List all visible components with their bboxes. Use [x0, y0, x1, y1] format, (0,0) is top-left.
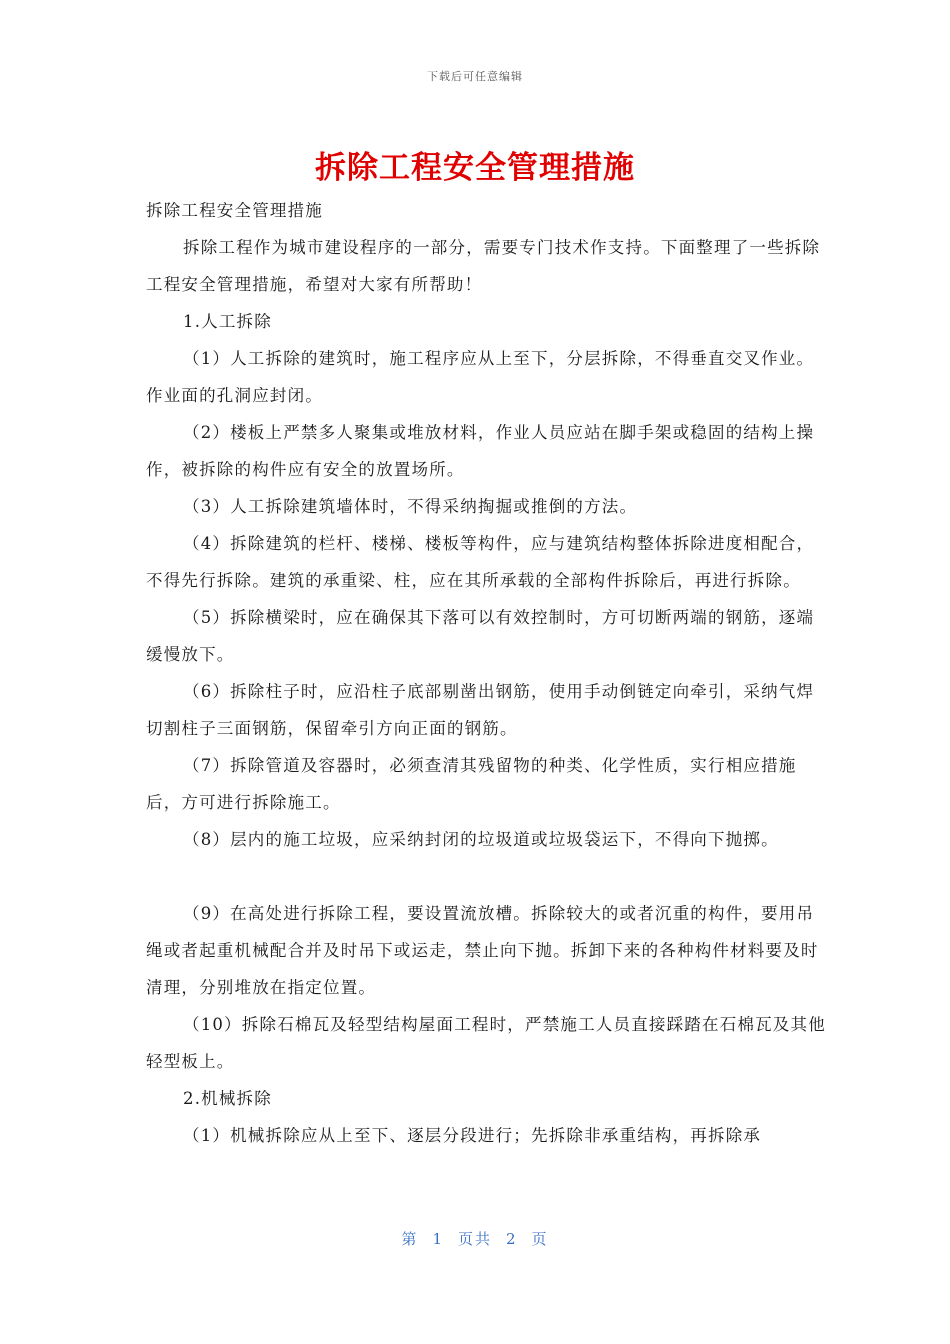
page-footer — [0, 1228, 950, 1249]
section-heading-manual: 1.人工拆除 — [183, 312, 272, 331]
manual-item-6: （6）拆除柱子时，应沿柱子底部剔凿出钢筋，使用手动倒链定向牵引，采纳气焊切割柱子三面钢筋，保留牵引方向正面的钢筋。 — [146, 682, 815, 738]
footer-prefix: 第 — [401, 1230, 419, 1248]
footer-current-page: 1 — [432, 1230, 444, 1248]
manual-item-9: （9）在高处进行拆除工程，要设置流放槽。拆除较大的或者沉重的构件，要用吊绳或者起重机械配合并及时吊下或运走，禁止向下抛。拆卸下来的各种构件材料要及时清理，分别堆放在指定位置。 — [146, 904, 819, 997]
manual-item-8: （8）层内的施工垃圾，应采纳封闭的垃圾道或垃圾袋运下，不得向下抛掷。 — [183, 830, 779, 849]
manual-item-4: （4）拆除建筑的栏杆、楼梯、楼板等构件，应与建筑结构整体拆除进度相配合，不得先行拆除。建筑的承重梁、柱，应在其所承载的全部构件拆除后，再进行拆除。 — [146, 534, 815, 590]
manual-item-3: （3）人工拆除建筑墙体时，不得采纳掏掘或推倒的方法。 — [183, 497, 638, 516]
manual-item-2: （2）楼板上严禁多人聚集或堆放材料，作业人员应站在脚手架或稳固的结构上操作，被拆除的构件应有安全的放置场所。 — [146, 423, 815, 479]
paragraph-gap — [146, 858, 826, 895]
footer-middle: 页共 — [457, 1230, 492, 1248]
mechanical-item-1: （1）机械拆除应从上至下、逐层分段进行；先拆除非承重结构，再拆除承 — [183, 1126, 762, 1145]
subtitle: 拆除工程安全管理措施 — [146, 201, 323, 220]
header-note: 下载后可任意编辑 — [427, 70, 523, 83]
intro-paragraph: 拆除工程作为城市建设程序的一部分，需要专门技术作支持。下面整理了一些拆除工程安全管理措施，希望对大家有所帮助！ — [146, 238, 821, 294]
footer-total-pages: 2 — [506, 1230, 518, 1248]
manual-item-1: （1）人工拆除的建筑时，施工程序应从上至下，分层拆除，不得垂直交叉作业。作业面的孔洞应封闭。 — [146, 349, 815, 405]
document-title: 拆除工程安全管理措施 — [315, 150, 635, 186]
footer-suffix: 页 — [531, 1230, 549, 1248]
document-body — [146, 192, 826, 1154]
manual-item-5: （5）拆除横梁时，应在确保其下落可以有效控制时，方可切断两端的钢筋，逐端缓慢放下。 — [146, 608, 815, 664]
manual-item-7: （7）拆除管道及容器时，必须查清其残留物的种类、化学性质，实行相应措施后，方可进行拆除施工。 — [146, 756, 797, 812]
manual-item-10: （10）拆除石棉瓦及轻型结构屋面工程时，严禁施工人员直接踩踏在石棉瓦及其他轻型板上。 — [146, 1015, 826, 1071]
section-heading-mechanical: 2.机械拆除 — [183, 1089, 272, 1108]
